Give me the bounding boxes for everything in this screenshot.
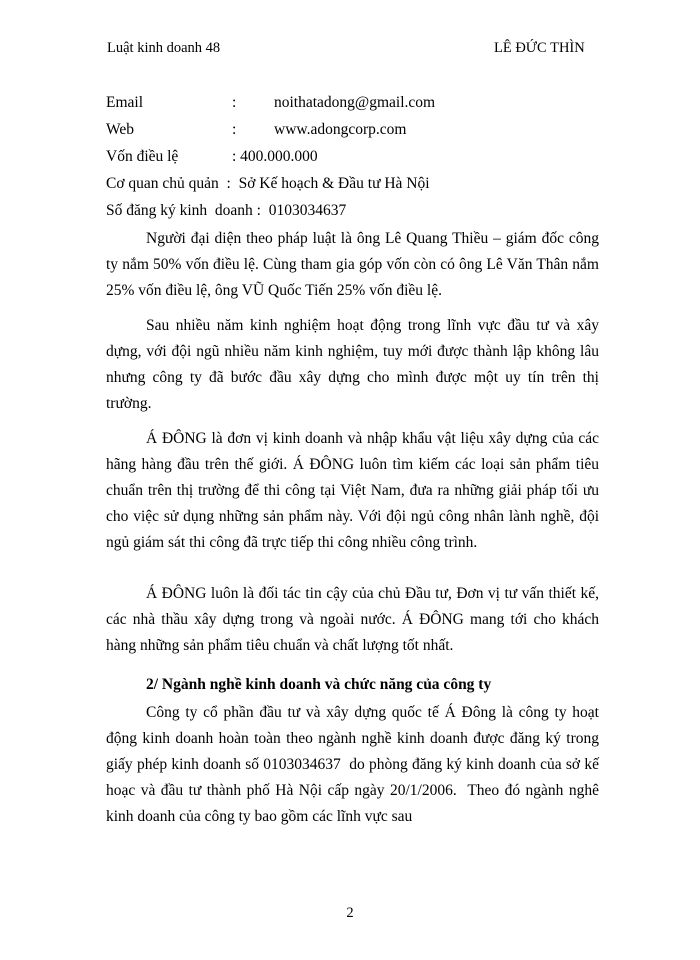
- body-paragraph-experience: [106, 313, 599, 425]
- capital-label: Vốn điều lệ: [106, 148, 179, 165]
- body-paragraph-partner: [106, 581, 599, 667]
- web-label: Web: [106, 121, 135, 138]
- capital-value: : 400.000.000: [232, 148, 318, 165]
- registration-line: Số đăng ký kinh doanh : 0103034637: [106, 202, 347, 219]
- body-paragraph-business: [106, 426, 599, 564]
- paragraph-text: Công ty cổ phần đầu tư và xây dựng quốc tế Á Đông là công ty hoạt động kinh doanh hoàn toàn theo ngành nghề kinh doanh được đăng ký trong giấy phép kinh doanh số 0103034637 do phòng đăng ký kinh doanh của sở kế hoạc và đầu tư thành phố Hà Nội cấp ngày 20/1/2006. Theo đó ngành nghê kinh doanh của công ty bao gồm các lĩnh vực sau: [106, 704, 603, 825]
- body-paragraph-representative: [106, 226, 599, 312]
- paragraph-text: Á ĐÔNG là đơn vị kinh doanh và nhập khẩu vật liệu xây dựng của các hãng hàng đầu trên thế giới. Á ĐÔNG luôn tìm kiếm các loại sản phẩm tiêu chuẩn trên thị trường để thi công tại Việt Nam, đưa ra những giải pháp tối ưu cho việc sử dụng những sản phẩm này. Với đội ngủ công nhân lành nghề, đội ngủ giám sát thi công đã trực tiếp thi công nhiều công trình.: [106, 430, 599, 551]
- running-header-right: LÊ ĐỨC THÌN: [494, 40, 585, 56]
- paragraph-text: Người đại diện theo pháp luật là ông Lê Quang Thiều – giám đốc công ty nắm 50% vốn điều lệ. Cùng tham gia góp vốn còn có ông Lê Văn Thân nắm 25% vốn điều lệ, ông VŨ Quốc Tiến 25% vốn điều lệ.: [106, 230, 599, 299]
- paragraph-text: Á ĐÔNG luôn là đối tác tin cậy của chủ Đầu tư, Đơn vị tư vấn thiết kế, các nhà thầu xây dựng trong và ngoài nước. Á ĐÔNG mang tới cho khách hàng những sản phẩm tiêu chuẩn và chất lượng tốt nhất.: [106, 585, 599, 654]
- body-paragraph-business-lines: [106, 700, 603, 838]
- email-value: noithatadong@gmail.com: [274, 94, 436, 111]
- page-number: 2: [346, 905, 354, 921]
- section-heading: 2/ Ngành nghề kinh doanh và chức năng của công ty: [146, 676, 492, 693]
- email-label: Email: [106, 94, 144, 111]
- web-separator: :: [232, 121, 237, 138]
- email-separator: :: [232, 94, 237, 111]
- agency-line: Cơ quan chủ quản : Sở Kế hoạch & Đầu tư Hà Nội: [106, 175, 430, 192]
- web-value: www.adongcorp.com: [274, 121, 407, 138]
- paragraph-text: Sau nhiều năm kinh nghiệm hoạt động trong lĩnh vực đầu tư và xây dựng, với đội ngũ nhiều năm kinh nghiệm, tuy mới được thành lập không lâu nhưng công ty đã bước đầu xây dựng cho mình được một uy tín trên thị trường.: [106, 317, 599, 412]
- running-header-left: Luật kinh doanh 48: [107, 40, 221, 56]
